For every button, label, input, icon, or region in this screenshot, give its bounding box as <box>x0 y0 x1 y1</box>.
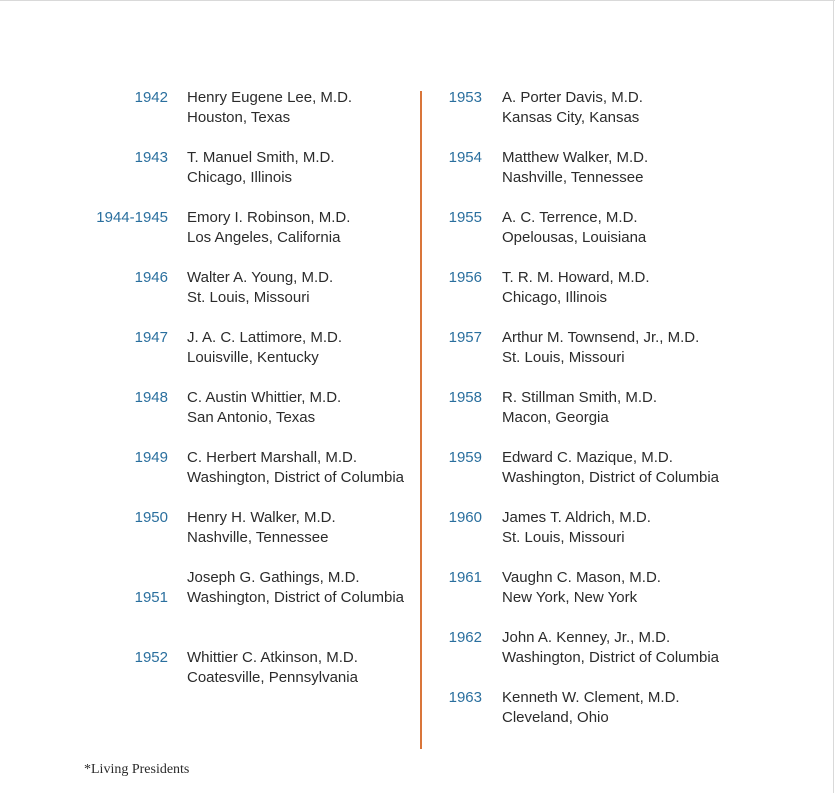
entry-name: Henry Eugene Lee, M.D. <box>187 89 353 106</box>
entry-location: New York, New York <box>502 589 638 606</box>
entry-name: Vaughn C. Mason, M.D. <box>502 569 661 586</box>
entry-year: 1950 <box>134 509 168 526</box>
entry-year: 1947 <box>134 329 168 346</box>
entry-year: 1949 <box>134 449 168 466</box>
entry-year: 1962 <box>448 629 482 646</box>
entry-year: 1960 <box>448 509 482 526</box>
entry-info <box>502 688 680 728</box>
entry-name: A. C. Terrence, M.D. <box>502 209 638 226</box>
entry-info <box>502 148 648 188</box>
page-border-top <box>0 0 835 1</box>
entry-year: 1958 <box>448 389 482 406</box>
entry-name: C. Austin Whittier, M.D. <box>187 389 342 406</box>
entry-name: Matthew Walker, M.D. <box>502 149 649 166</box>
entry-year: 1944-1945 <box>96 209 168 226</box>
entry-year: 1961 <box>448 569 482 586</box>
entry-location: Opelousas, Louisiana <box>502 229 647 246</box>
entry-year: 1952 <box>134 649 168 666</box>
entry-info <box>502 88 643 128</box>
entry-location: Louisville, Kentucky <box>187 349 319 366</box>
entry-name: Joseph G. Gathings, M.D. <box>187 569 360 586</box>
entry-info <box>502 448 719 488</box>
entry-info <box>502 208 646 248</box>
entry-year: 1956 <box>448 269 482 286</box>
entry-info <box>502 388 657 428</box>
entry-info <box>502 568 661 608</box>
entry-name: Walter A. Young, M.D. <box>187 269 334 286</box>
entry-year: 1955 <box>448 209 482 226</box>
entry-year: 1942 <box>134 89 168 106</box>
entry-location: Chicago, Illinois <box>187 169 293 186</box>
entry-name: James T. Aldrich, M.D. <box>502 509 651 526</box>
entry-location: Washington, District of Columbia <box>502 469 720 486</box>
entry-year: 1954 <box>448 149 482 166</box>
entry-location: Cleveland, Ohio <box>502 709 609 726</box>
entry-name: R. Stillman Smith, M.D. <box>502 389 658 406</box>
footnote: *Living Presidents <box>84 762 190 777</box>
entry-location: Nashville, Tennessee <box>502 169 644 186</box>
entry-location: Nashville, Tennessee <box>187 529 329 546</box>
entry-location: Houston, Texas <box>187 109 291 126</box>
entry-location: Los Angeles, California <box>187 229 341 246</box>
entry-name: J. A. C. Lattimore, M.D. <box>187 329 343 346</box>
entry-location: Washington, District of Columbia <box>502 649 720 666</box>
entry-location: St. Louis, Missouri <box>502 349 625 366</box>
entry-name: C. Herbert Marshall, M.D. <box>187 449 358 466</box>
entry-location: San Antonio, Texas <box>187 409 316 426</box>
entry-info <box>502 268 650 308</box>
entry-info <box>502 628 719 668</box>
entry-name: Kenneth W. Clement, M.D. <box>502 689 680 706</box>
entry-info <box>187 648 358 688</box>
entry-name: Henry H. Walker, M.D. <box>187 509 336 526</box>
entry-name: John A. Kenney, Jr., M.D. <box>502 629 671 646</box>
entry-name: Emory I. Robinson, M.D. <box>187 209 351 226</box>
entry-location: Kansas City, Kansas <box>502 109 640 126</box>
entry-year: 1948 <box>134 389 168 406</box>
column-divider <box>420 91 422 749</box>
entry-year: 1951 <box>134 589 168 606</box>
entry-name: Whittier C. Atkinson, M.D. <box>187 649 358 666</box>
entry-name: Edward C. Mazique, M.D. <box>502 449 673 466</box>
entry-info <box>502 328 699 368</box>
entry-name: A. Porter Davis, M.D. <box>502 89 643 106</box>
entry-year: 1957 <box>448 329 482 346</box>
entry-info <box>502 508 651 548</box>
entry-year: 1963 <box>448 689 482 706</box>
entry-location: Macon, Georgia <box>502 409 609 426</box>
entry-name: T. R. M. Howard, M.D. <box>502 269 650 286</box>
entry-year: 1946 <box>134 269 168 286</box>
page-border-right <box>833 0 834 793</box>
entry-location: St. Louis, Missouri <box>187 289 310 306</box>
entry-location: Washington, District of Columbia <box>187 589 405 606</box>
entry-location: Coatesville, Pennsylvania <box>187 669 358 686</box>
entry-location: Chicago, Illinois <box>502 289 608 306</box>
entry-location: Washington, District of Columbia <box>187 469 405 486</box>
entry-name: T. Manuel Smith, M.D. <box>187 149 335 166</box>
entry-location: St. Louis, Missouri <box>502 529 625 546</box>
entry-year: 1943 <box>134 149 168 166</box>
entry-year: 1959 <box>448 449 482 466</box>
entry-year: 1953 <box>448 89 482 106</box>
entry-name: Arthur M. Townsend, Jr., M.D. <box>502 329 700 346</box>
